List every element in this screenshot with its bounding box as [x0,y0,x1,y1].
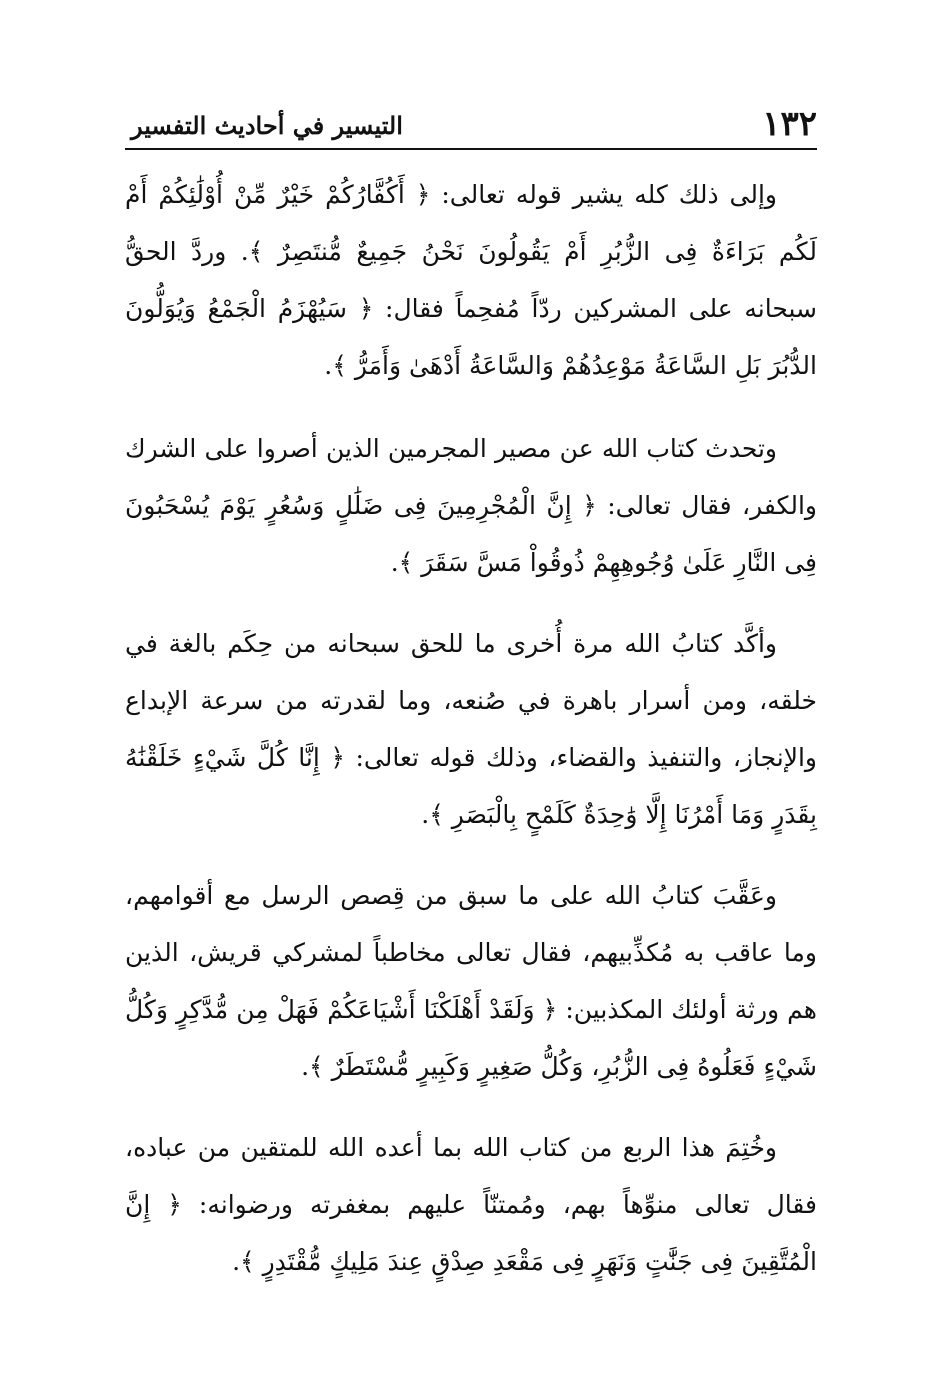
body-text [125,166,817,1312]
paragraph: وأكَّد كتابُ الله مرة أُخرى ما للحق سبحانه من حِكَم بالغة في خلقه، ومن أسرار باهرة في صُنعه، وما لقدرته من سرعة الإبداع والإنجاز، والتنفيذ والقضاء، وذلك قوله تعالى: ﴿ إِنَّا كُلَّ شَيْءٍ خَلَقْنَٰهُ بِقَدَرٍ وَمَا أَمْرُنَا إِلَّا وَٰحِدَةٌ كَلَمْحٍ بِالْبَصَرِ ﴾. [125,629,817,829]
header-divider [125,148,817,150]
page-header [125,100,817,146]
paragraph: وخُتِمَ هذا الربع من كتاب الله بما أعده الله للمتقين من عباده، فقال تعالى منوِّهاً بهم، ومُمتنّاً عليهم بمغفرته ورضوانه: ﴿ إِنَّ الْمُتَّقِينَ فِى جَنَّٰتٍ وَنَهَرٍ فِى مَقْعَدِ صِدْقٍ عِندَ مَلِيكٍ مُّقْتَدِرٍ ﴾. [125,1133,817,1276]
paragraph: وعَقَّبَ كتابُ الله على ما سبق من قِصص الرسل مع أقوامهم، وما عاقب به مُكذِّبيهم، فقال تعالى مخاطباً لمشركي قريش، الذين هم ورثة أولئك المكذبين: ﴿ وَلَقَدْ أَهْلَكْنَا أَشْيَاعَكُمْ فَهَلْ مِن مُّدَّكِرٍ وَكُلُّ شَيْءٍ فَعَلُوهُ فِى الزُّبُرِ، وَكُلُّ صَغِيرٍ وَكَبِيرٍ مُّسْتَطَرٌ ﴾. [125,881,817,1081]
paragraph: وإلى ذلك كله يشير قوله تعالى: ﴿ أَكُفَّارُكُمْ خَيْرٌ مِّنْ أُوْلَٰئِكُمْ أَمْ لَكُم بَرَاءَةٌ فِى الزُّبُرِ أَمْ يَقُولُونَ نَحْنُ جَمِيعٌ مُّنتَصِرٌ ﴾. وردَّ الحقُّ سبحانه على المشركين ردّاً مُفحِماً فقال: ﴿ سَيُهْزَمُ الْجَمْعُ وَيُوَلُّونَ الدُّبُرَ بَلِ السَّاعَةُ مَوْعِدُهُمْ وَالسَّاعَةُ أَدْهَىٰ وَأَمَرُّ ﴾. [125,180,817,380]
paragraph: وتحدث كتاب الله عن مصير المجرمين الذين أصروا على الشرك والكفر، فقال تعالى: ﴿ إِنَّ الْمُجْرِمِينَ فِى ضَلَٰلٍ وَسُعُرٍ يَوْمَ يُسْحَبُونَ فِى النَّارِ عَلَىٰ وُجُوهِهِمْ ذُوقُواْ مَسَّ سَقَرَ ﴾. [125,434,817,577]
running-title: التيسير في أحاديث التفسير [131,111,403,140]
page-number: ١٣٢ [762,104,817,144]
